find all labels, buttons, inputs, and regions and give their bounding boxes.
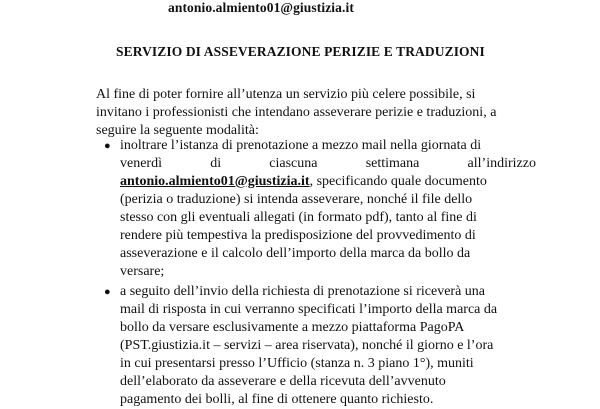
bullet-icon: ● [104,286,111,298]
bullet1-line-3 [120,173,556,191]
bullet2-line-4: (PST.giustizia.it – servizi – area riservata), nonché il giorno e l’ora [120,338,494,353]
bullet1-line-1: inoltrare l’istanza di prenotazione a mezzo mail nella giornata di [120,138,482,153]
bullet2-line-3: bollo da versare esclusivamente a mezzo piattaforma PagoPA [120,320,465,335]
intro-line-3: seguire la seguente modalità: [96,123,259,138]
bullet1-word-di: di [210,156,222,171]
document-title: SERVIZIO DI ASSEVERAZIONE PERIZIE E TRADUZIONI [116,44,485,59]
bullet1-line-3-rest: , specificando quale documento [309,174,487,189]
bullet1-word-ciascuna: ciascuna [269,156,318,171]
instructions-list [96,137,556,409]
bullet1-line-5: stesso con gli eventuali allegati (in formato pdf), tanto al fine di [120,210,477,225]
list-item-prenotazione [96,137,556,281]
bullet-icon: ● [104,140,111,152]
bullet2-line-6: dell’elaborato da asseverare e della ricevuta dell’avvenuto [120,374,446,389]
list-item-ricevuta [96,283,556,409]
email-link[interactable]: antonio.almiento01@giustizia.it [120,174,310,189]
bullet1-word-indirizzo: all’indirizzo [467,156,536,171]
bullet2-line-1: a seguito dell’invio della richiesta di prenotazione si riceverà una [120,284,486,299]
intro-line-2: invitano i professionisti che intendano asseverare perizie e traduzioni, a [96,105,497,120]
bullet1-line-6: rendere più tempestiva la predisposizione del provvedimento di [120,228,476,243]
bullet1-line-7: asseverazione e il calcolo dell’importo della marca da bollo da [120,246,471,261]
intro-line-1: Al fine di poter fornire all’utenza un servizio più celere possibile, si [96,87,476,102]
intro-paragraph [96,86,536,140]
bullet1-line-2 [120,155,536,173]
bullet2-line-2: mail di risposta in cui verranno specificati l’importo della marca da [120,302,498,317]
bullet1-line-4: (perizia o traduzione) si intenda asseverare, nonché il file dello [120,192,473,207]
header-email-text: antonio.almiento01@giustizia.it [168,0,354,15]
header-email [168,0,354,16]
bullet1-line-8: versare; [120,264,165,279]
bullet1-word-venerdi: venerdì [120,156,162,171]
bullet2-line-7: pagamento dei bolli, al fine di ottenere quanto richiesto. [120,392,434,407]
bullet1-word-settimana: settimana [365,156,420,171]
bullet2-line-5: in cui presentarsi presso l’Ufficio (stanza n. 3 piano 1°), muniti [120,356,474,371]
